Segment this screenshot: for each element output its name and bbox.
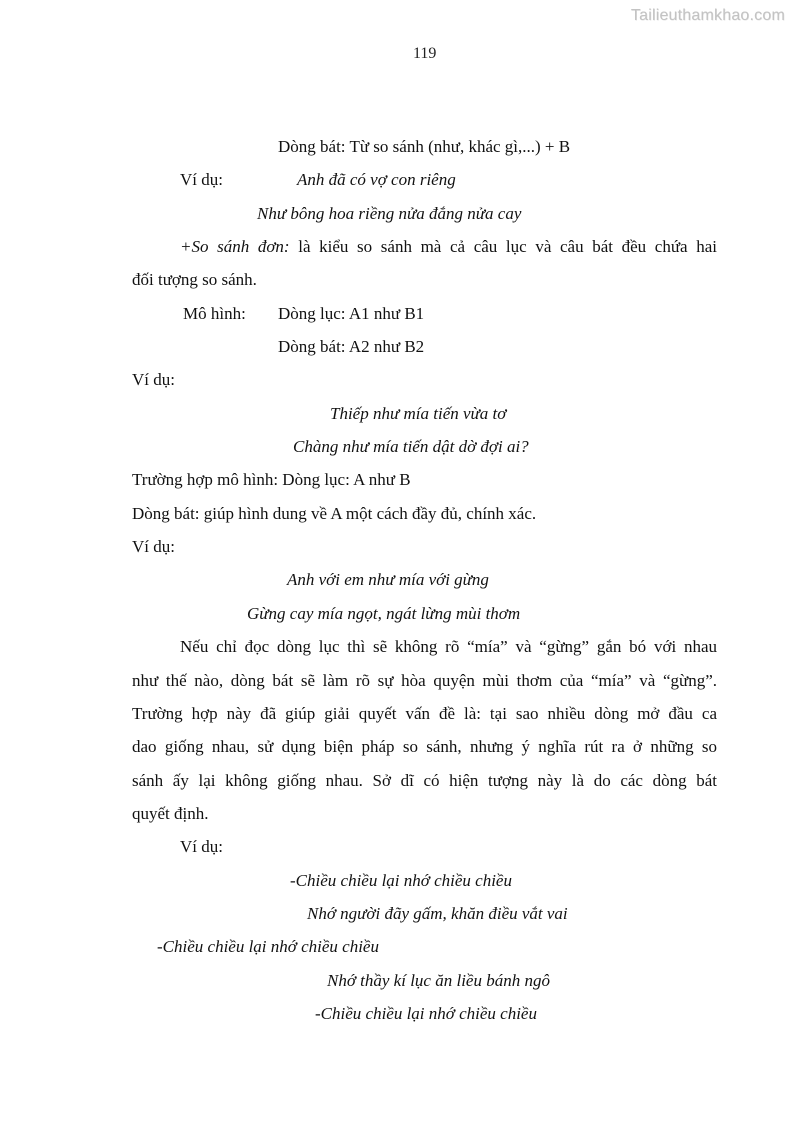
- paragraph-2-line-2: như thế nào, dòng bát sẽ làm rõ sự hòa quyện mùi thơm của “mía” và “gừng”.: [132, 670, 717, 690]
- model-label: Mô hình:: [183, 303, 246, 323]
- paragraph-2-line-1: Nếu chỉ đọc dòng lục thì sẽ không rõ “mía” và “gừng” gắn bó với nhau: [180, 637, 717, 657]
- model-bat-line: Dòng bát: A2 như B2: [278, 337, 425, 357]
- example-3-label: Ví dụ:: [132, 537, 175, 557]
- paragraph-2-line-6: quyết định.: [132, 803, 209, 823]
- verse-4-line-1: -Chiều chiều lại nhớ chiều chiều: [290, 870, 512, 890]
- example-1-label: Ví dụ:: [180, 170, 223, 190]
- model-luc-line: Dòng lục: A1 như B1: [278, 303, 425, 323]
- verse-2-line-2: Chàng như mía tiến dật dờ đợi ai?: [293, 437, 529, 457]
- paragraph-2-line-3: Trường hợp này đã giúp giải quyết vấn đề là: tại sao nhiều dòng mở đầu ca: [132, 703, 717, 723]
- paragraph-1-rest: là kiểu so sánh mà cả câu lục và câu bát đều chứa hai: [298, 237, 718, 257]
- case-model-line-2: Dòng bát: giúp hình dung về A một cách đầy đủ, chính xác.: [132, 503, 537, 523]
- paragraph-1-lead: +So sánh đơn:: [180, 237, 290, 257]
- verse-5-line-1: -Chiều chiều lại nhớ chiều chiều: [157, 937, 379, 957]
- paragraph-1-line-2: đối tượng so sánh.: [132, 270, 257, 290]
- case-model-line-1: Trường hợp mô hình: Dòng lục: A như B: [132, 470, 411, 490]
- page-content: [132, 130, 717, 1030]
- verse-1-line-2: Như bông hoa riềng nửa đắng nửa cay: [257, 203, 522, 223]
- model-row: [132, 297, 717, 330]
- paragraph-2-line-4: dao giống nhau, sử dụng biện pháp so sánh, nhưng ý nghĩa rút ra ở những so: [132, 737, 717, 757]
- watermark-text: Tailieuthamkhao.com: [630, 7, 785, 24]
- example-2-label: Ví dụ:: [132, 370, 175, 390]
- paragraph-1-line-1: [132, 230, 717, 263]
- example-1-row: [132, 163, 717, 196]
- verse-5-line-2: Nhớ thầy kí lục ăn liều bánh ngô: [327, 970, 550, 990]
- page-number: 119: [413, 45, 437, 62]
- verse-6-line-1: -Chiều chiều lại nhớ chiều chiều: [315, 1003, 537, 1023]
- example-4-label: Ví dụ:: [180, 837, 223, 857]
- verse-2-line-1: Thiếp như mía tiến vừa tơ: [330, 403, 507, 423]
- verse-1-line-1: Anh đã có vợ con riêng: [297, 170, 456, 190]
- paragraph-2-line-5: sánh ấy lại không giống nhau. Sở dĩ có hiện tượng này là do các dòng bát: [132, 770, 717, 790]
- verse-3-line-2: Gừng cay mía ngọt, ngát lừng mùi thơm: [247, 603, 521, 623]
- verse-3-line-1: Anh với em như mía với gừng: [287, 570, 489, 590]
- formula-dong-bat-line: Dòng bát: Từ so sánh (như, khác gì,...) + B: [278, 137, 571, 156]
- verse-4-line-2: Nhớ người đãy gấm, khăn điều vắt vai: [307, 903, 568, 923]
